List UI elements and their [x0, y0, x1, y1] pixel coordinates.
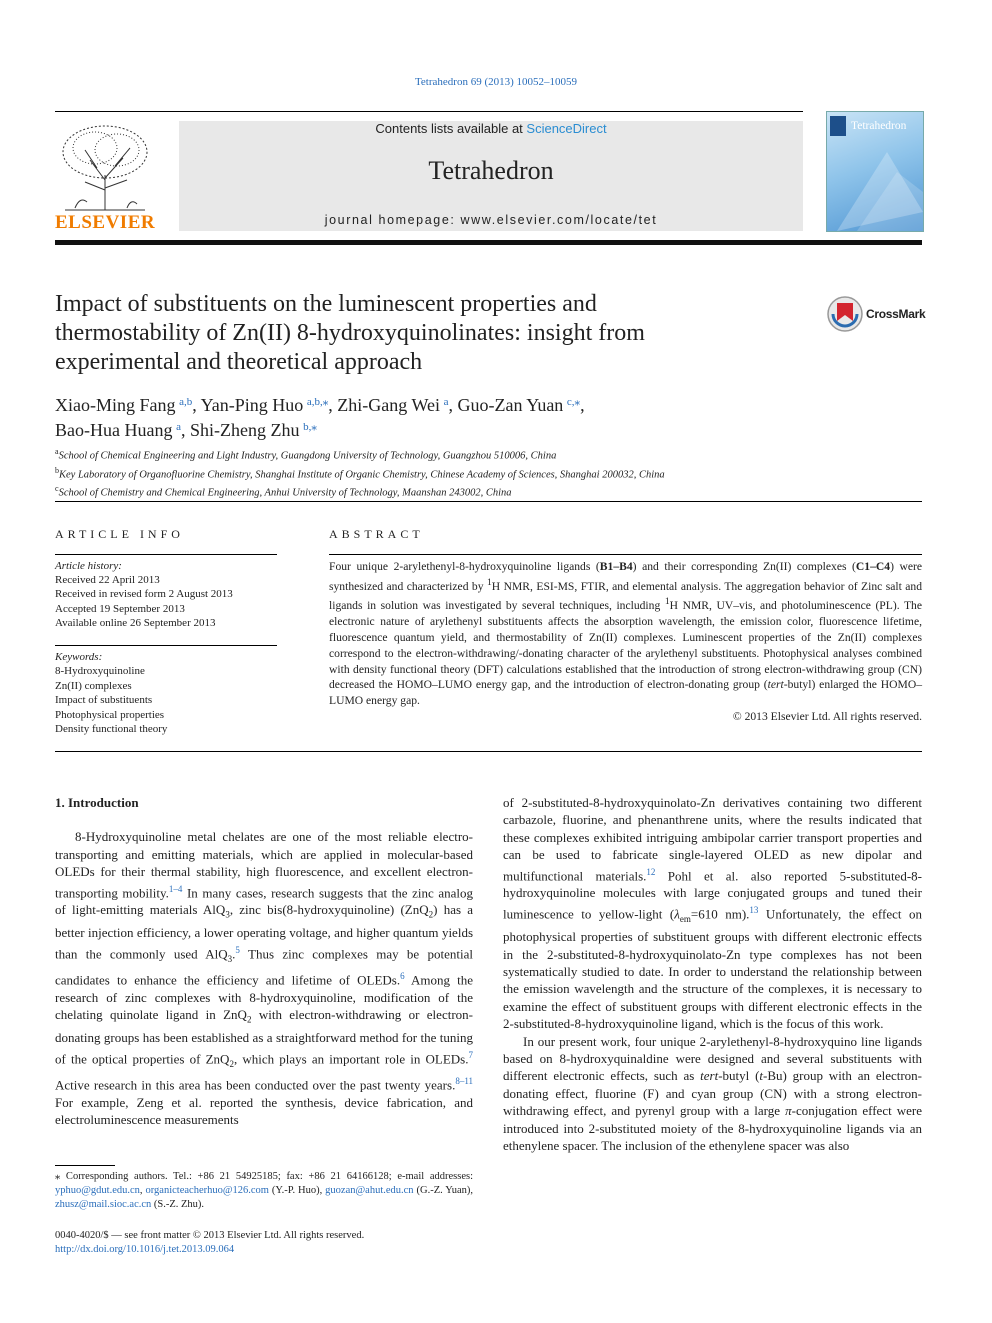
keyword: 8-Hydroxyquinoline [55, 665, 145, 678]
affiliation: $^c$School of Chemistry and Chemical Engineering, Anhui University of Technology, Maanshan 243002, China [55, 484, 512, 499]
header-thick-rule [55, 240, 922, 245]
history-item: Received 22 April 2013 [55, 574, 160, 587]
author-affil-ref[interactable]: a [443, 396, 449, 408]
author-affil-ref[interactable]: a,b,⁎ [306, 396, 329, 408]
citation-ref[interactable]: 13 [749, 904, 759, 915]
journal-citation[interactable]: Tetrahedron 69 (2013) 10052–10059 [414, 76, 578, 88]
affiliations [55, 445, 925, 501]
publisher-wordmark: ELSEVIER [55, 212, 156, 233]
article-title: Impact of substituents on the luminescent properties and thermostability of Zn(II) 8-hydroxyquinolinates: insight from experimental and theoretical approach [55, 291, 645, 375]
history-label: Article history: [55, 560, 122, 572]
keyword: Impact of substituents [55, 694, 153, 707]
article-info-heading: ARTICLE INFO [55, 527, 184, 541]
article-history [55, 559, 285, 630]
doi-link[interactable]: http://dx.doi.org/10.1016/j.tet.2013.09.064 [55, 1244, 235, 1256]
crossmark-label: CrossMark [866, 307, 926, 321]
issn-line: 0040-4020/$ — see front matter © 2013 Elsevier Ltd. All rights reserved. [55, 1230, 365, 1241]
corresponding-author-footnote: ⁎ Corresponding authors. Tel.: +86 21 54925185; fax: +86 21 64166128; e-mail addresses: yphuo@gdut.edu.cn, organicteacherhuo@126.com (Y.-P. Huo), guozan@ahut.edu.cn (G.-Z. Yuan), zhusz@mail.sioc.ac.cn (S.-Z. Zhu). [55, 1171, 473, 1211]
author-name[interactable]: Yan-Ping Huo [200, 395, 304, 415]
body-paragraph: In our present work, four unique 2-arylethenyl-8-hydroxyquino line ligands based on 8-hydroxyquinaldine were designed and several substituents with different electronic effects, such as tert-butyl (t-Bu) group with an electron-donating effect, fluorine (F) and cyan group (CN) with a strong electron-withdrawing effect, and pyrenyl group with a large π-conjugation effect were introduced into 2-substituted moiety of the 8-hydroxyquinoline ligands via an ethenylene spacer. The inclusion of the ethenylene spacer was also [503, 1033, 923, 1153]
body-paragraph: of 2-substituted-8-hydroxyquinolato-Zn derivatives containing two different carbazole, fluorine, and phenanthrene units, where the results indicated that these complexes exhibited intriguing ambipolar carrier transport properties and can be used to fabricate single-layered OLED as new dipolar and multifunctional materials.$^{12}$ Pohl et al. also reported 5-substituted-8-hydroxyquinoline molecules with large conjugated groups and tuned their luminescence to yellow-light ($\lambda_{em}=610$ nm).$^{13}$ Unfortunately, the effect on photophysical properties of substituent groups with different electronic effects in the 2-substituted-8-hydroxyquinolato-Zn type complexes has not been systematically studied to date. In order to understand the relationship between the emission wavelength and the structure of the complexes, it is necessary to examine the effect of substituent groups with different electronic effects in the 2-substituted-8-hydroxyquinoline ligand, which is the focus of this work. [503, 795, 922, 1032]
abstract-text: Four unique 2-arylethenyl-8-hydroxyquinoline ligands (B1–B4) and their corresponding Zn(II) complexes (C1–C4) were synthesized and characterized by $^1$H NMR, ESI-MS, FTIR, and elemental analysis. The aggregation behavior of Zinc salt and ligands in solution was investigated by several techniques, including $^1$H NMR, UV–vis, and photoluminescence (PL). The electronic nature of arylethenyl substituents affects the absorption wavelength, the emission color, fluorescence lifetime, fluorescence quantum yield, and thermostability of Zn(II) complexes. Luminescent properties of the Zn(II) complexes correspond to the electron-withdrawing/-donating character of the arylethenyl substituents. Photophysical analyses combined with density functional theory (DFT) calculations established that the introduction of strong electron-withdrawing group (CN) decreased the HOMO–LUMO energy gap, and the introduction of electron-donating group (tert-butyl) enlarged the HOMO–LUMO energy gap. © 2013 Elsevier Ltd. All rights reserved. [329, 560, 923, 723]
affiliation: $^a$School of Chemical Engineering and Light Industry, Guangdong University of Technology, Guangzhou 510006, China [55, 447, 557, 462]
citation-ref[interactable]: 6 [400, 971, 405, 982]
abstract-rule [329, 554, 922, 555]
copyright: © 2013 Elsevier Ltd. All rights reserved. [732, 709, 922, 723]
author-list: Xiao-Ming Fang $^{a,b}$, Yan-Ping Huo $^{a,b,⁎}$, Zhi-Gang Wei $^a$, Guo-Zan Yuan $^{c,⁎}$, Bao-Hua Huang $^a$, Shi-Zheng Zhu $^{b,⁎}$ [55, 395, 585, 440]
crossmark-icon [826, 295, 864, 333]
citation-ref[interactable]: 7 [468, 1049, 473, 1060]
sciencedirect-link[interactable]: ScienceDirect [526, 121, 607, 136]
keyword: Photophysical properties [55, 708, 165, 721]
author-name[interactable]: Bao-Hua Huang [55, 420, 173, 440]
keyword: Zn(II) complexes [55, 679, 132, 692]
citation-ref[interactable]: 12 [646, 866, 656, 877]
author-affil-ref[interactable]: b,⁎ [303, 421, 317, 433]
keywords-label: Keywords: [55, 651, 103, 663]
author-name[interactable]: Zhi-Gang Wei [337, 395, 440, 415]
keywords-rule [55, 645, 277, 646]
section-heading: 1. Introduction [55, 795, 139, 810]
journal-name: Tetrahedron [428, 156, 554, 185]
header-rule [55, 111, 803, 112]
citation-ref[interactable]: 5 [235, 944, 240, 955]
author-name[interactable]: Guo-Zan Yuan [457, 395, 564, 415]
keyword: Density functional theory [55, 723, 168, 736]
email-link[interactable]: yphuo@gdut.edu.cn [55, 1185, 140, 1197]
author-affil-ref[interactable]: c,⁎ [566, 396, 581, 408]
section-rule [55, 501, 922, 502]
abstract-heading: ABSTRACT [329, 527, 424, 541]
history-item: Accepted 19 September 2013 [55, 602, 185, 615]
cover-title: Tetrahedron [851, 120, 907, 132]
author-affil-ref[interactable]: a,b [179, 396, 193, 408]
email-link[interactable]: organicteacherhuo@126.com [145, 1185, 269, 1197]
journal-homepage[interactable]: journal homepage: www.elsevier.com/locate/tet [324, 213, 658, 227]
keywords [55, 650, 285, 736]
abstract-bottom-rule [55, 751, 922, 752]
email-link[interactable]: zhusz@mail.sioc.ac.cn [55, 1199, 152, 1211]
footnote-rule [55, 1165, 115, 1166]
author-affil-ref[interactable]: a [176, 421, 181, 433]
author-name[interactable]: Shi-Zheng Zhu [189, 420, 300, 440]
history-item: Available online 26 September 2013 [55, 616, 216, 629]
body-column-right [503, 794, 922, 1154]
article-info-rule [55, 554, 277, 555]
citation-ref[interactable]: 1–4 [168, 883, 183, 894]
affiliation: $^b$Key Laboratory of Organofluorine Chemistry, Shanghai Institute of Organic Chemistry, Chinese Academy of Sciences, Shanghai 200032, China [55, 465, 665, 480]
body-column-left [55, 794, 473, 1129]
journal-cover-image [826, 111, 924, 232]
history-item: Received in revised form 2 August 2013 [55, 588, 233, 601]
email-link[interactable]: guozan@ahut.edu.cn [325, 1185, 414, 1197]
author-name[interactable]: Xiao-Ming Fang [55, 395, 176, 415]
crossmark-badge[interactable] [826, 295, 926, 335]
front-matter [55, 1229, 473, 1257]
citation-ref[interactable]: 8–11 [455, 1075, 473, 1086]
body-paragraph: 8-Hydroxyquinoline metal chelates are one of the most reliable electro-transporting and emitting materials, which are applied in molecular-based OLEDs for their thermal stability, high fluorescence, and excellent electron-transporting mobility.$^{1-4}$ In many cases, research suggests that the zinc analog of light-emitting materials AlQ$_3$, zinc bis(8-hydroxyquinoline) (ZnQ$_2$) has a better injection efficiency, a lower operating voltage, and higher quantum yields than the commonly used AlQ$_3$.$^5$ Thus zinc complexes may be potential candidates to enhance the efficiency and lifetime of OLEDs.$^6$ Among the research of zinc complexes with 8-hydroxyquinoline, modification of the chelating quinolate ligand in ZnQ$_2$ with electron-withdrawing or electron-donating groups has been established as a straightforward method for the tuning of the optical properties of ZnQ$_2$, which plays an important role in OLEDs.$^7$ Active research in this area has been conducted over the past twenty years.$^{8-11}$ For example, Zeng et al. reported the synthesis, device fabrication, and electroluminescence measurements [55, 829, 474, 1128]
contents-line: Contents lists available at ScienceDirect [375, 121, 607, 136]
